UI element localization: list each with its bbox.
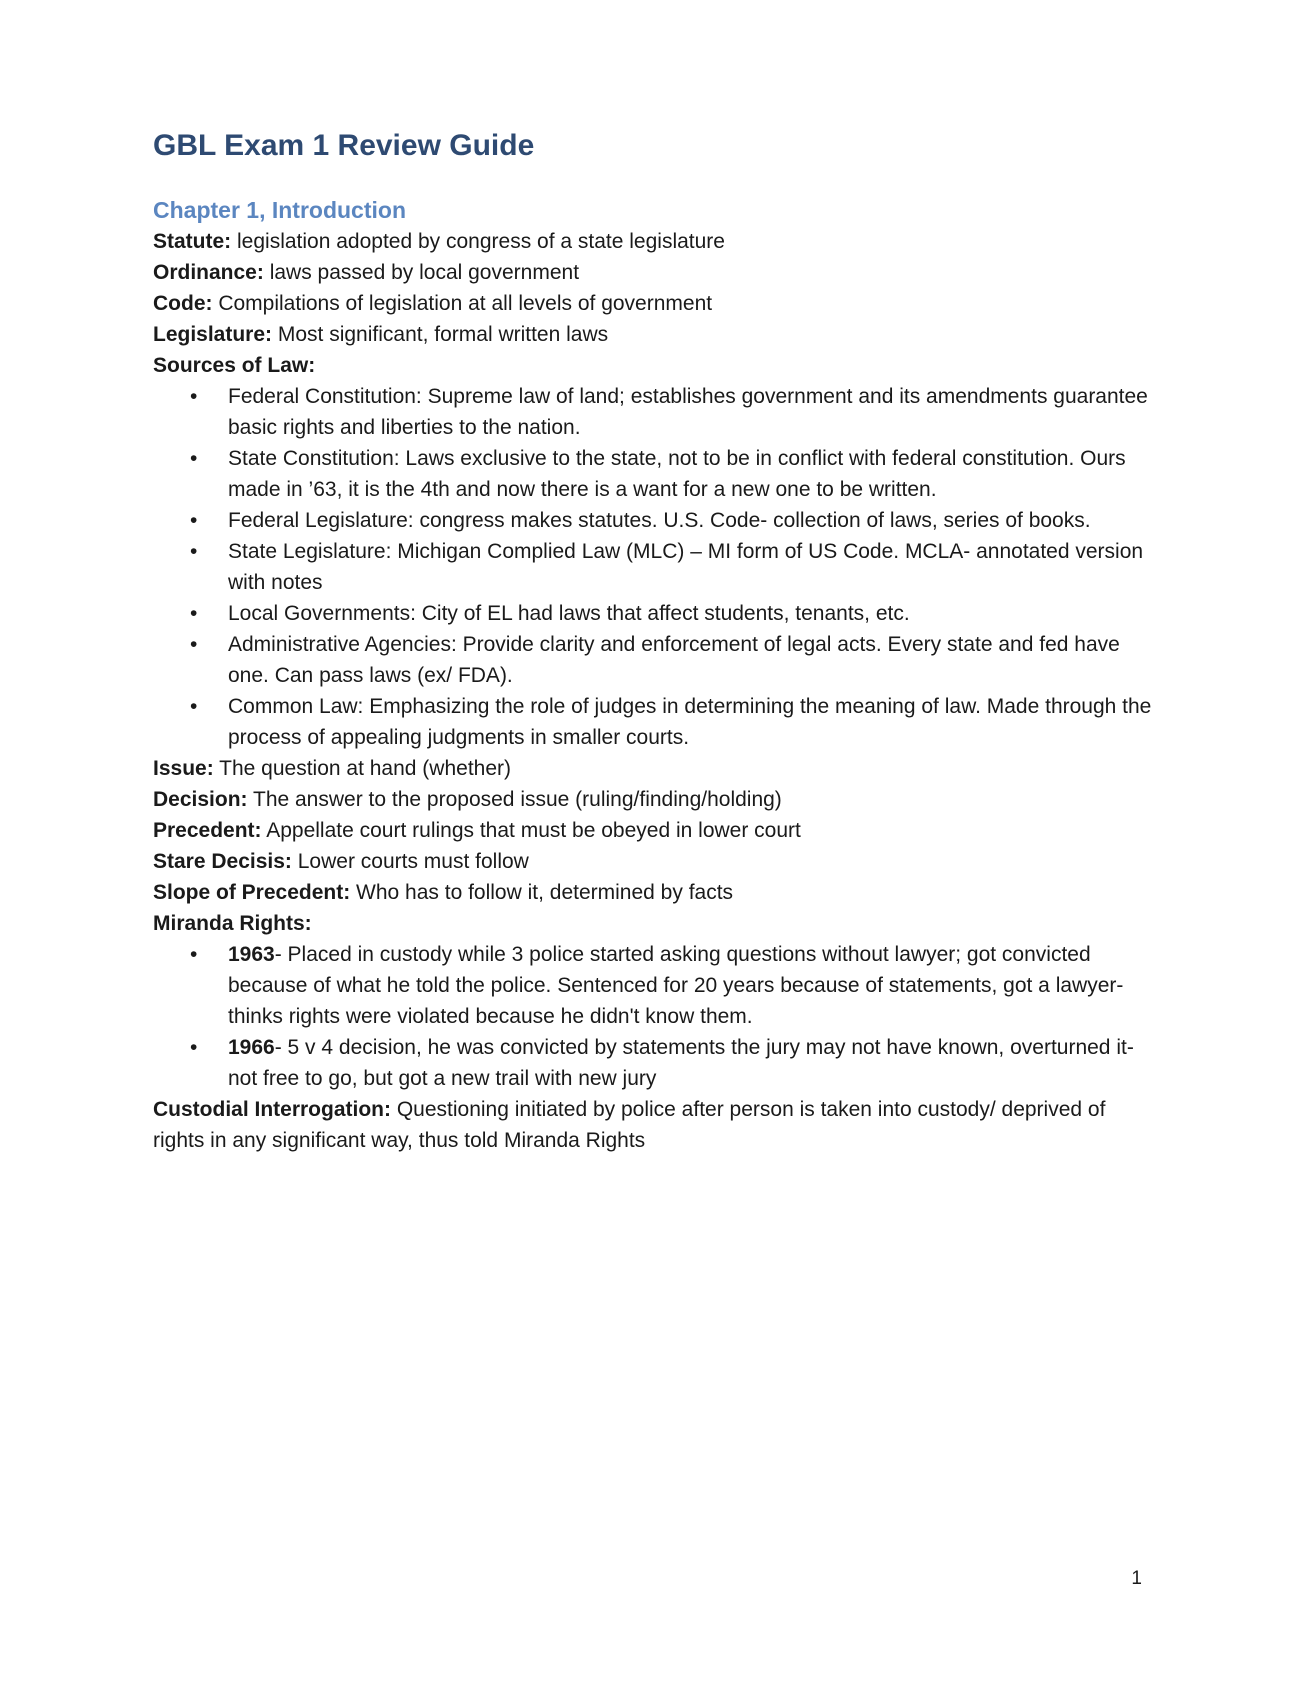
list-item-text: Administrative Agencies: Provide clarity and enforcement of legal acts. Every state and fed have one. Can pass laws (ex/ FDA). bbox=[228, 633, 1120, 687]
definition-slope-of-precedent bbox=[153, 877, 1153, 908]
definition-text: Compilations of legislation at all levels of government bbox=[212, 292, 713, 315]
definition-precedent bbox=[153, 815, 1153, 846]
definition-issue bbox=[153, 753, 1153, 784]
list-item bbox=[190, 1032, 1153, 1094]
definition-text: Who has to follow it, determined by facts bbox=[350, 881, 734, 904]
definition-ordinance bbox=[153, 257, 1153, 288]
sources-of-law-heading: Sources of Law: bbox=[153, 354, 316, 377]
list-item bbox=[190, 443, 1153, 505]
list-item-year: 1963 bbox=[228, 943, 275, 966]
bullet-icon: • bbox=[190, 509, 198, 532]
definition-text: Most significant, formal written laws bbox=[272, 323, 609, 346]
list-item-text: Local Governments: City of EL had laws that affect students, tenants, etc. bbox=[228, 602, 910, 625]
bullet-icon: • bbox=[190, 633, 198, 656]
definition-term: Statute: bbox=[153, 230, 232, 253]
page-number: 1 bbox=[1131, 1568, 1142, 1589]
definition-term: Precedent: bbox=[153, 819, 262, 842]
bullet-icon: • bbox=[190, 602, 198, 625]
list-item-text: Common Law: Emphasizing the role of judges in determining the meaning of law. Made through the process of appealing judgments in smaller courts. bbox=[228, 695, 1152, 749]
list-item-text: State Constitution: Laws exclusive to the state, not to be in conflict with federal constitution. Ours made in ’63, it is the 4th and now there is a want for a new one to be written. bbox=[228, 447, 1126, 501]
bullet-icon: • bbox=[190, 385, 198, 408]
definition-term: Ordinance: bbox=[153, 261, 264, 284]
bullet-icon: • bbox=[190, 695, 198, 718]
definition-text: Lower courts must follow bbox=[291, 850, 529, 873]
definition-term: Slope of Precedent: bbox=[153, 881, 351, 904]
definition-term: Decision: bbox=[153, 788, 248, 811]
definition-custodial-interrogation bbox=[153, 1094, 1153, 1156]
definition-stare-decisis bbox=[153, 846, 1153, 877]
definition-text: Appellate court rulings that must be obeyed in lower court bbox=[261, 819, 801, 842]
definition-decision bbox=[153, 784, 1153, 815]
list-item bbox=[190, 505, 1153, 536]
list-item-text: - Placed in custody while 3 police started asking questions without lawyer; got convicted because of what he told the police. Sentenced for 20 years because of statements, got a lawyer- thinks rights were violated because he didn't know them. bbox=[228, 943, 1124, 1028]
definition-statute bbox=[153, 226, 1153, 257]
definition-legislature bbox=[153, 319, 1153, 350]
list-item-text: - 5 v 4 decision, he was convicted by statements the jury may not have known, overturned it- not free to go, but got a new trail with new jury bbox=[228, 1036, 1134, 1090]
miranda-rights-heading: Miranda Rights: bbox=[153, 912, 312, 935]
list-item bbox=[190, 536, 1153, 598]
definition-term: Stare Decisis: bbox=[153, 850, 292, 873]
list-item-text: Federal Legislature: congress makes statutes. U.S. Code- collection of laws, series of books. bbox=[228, 509, 1091, 532]
miranda-rights-list bbox=[153, 939, 1153, 1094]
definition-term: Code: bbox=[153, 292, 213, 315]
list-item bbox=[190, 691, 1153, 753]
list-item-text: Federal Constitution: Supreme law of land; establishes government and its amendments guarantee basic rights and liberties to the nation. bbox=[228, 385, 1148, 439]
sources-of-law-list bbox=[153, 381, 1153, 753]
bullet-icon: • bbox=[190, 1036, 198, 1059]
definition-text: legislation adopted by congress of a state legislature bbox=[231, 230, 725, 253]
definition-code bbox=[153, 288, 1153, 319]
bullet-icon: • bbox=[190, 447, 198, 470]
list-item bbox=[190, 939, 1153, 1032]
definition-text: The answer to the proposed issue (ruling/finding/holding) bbox=[247, 788, 782, 811]
document-title: GBL Exam 1 Review Guide bbox=[153, 129, 535, 162]
bullet-icon: • bbox=[190, 943, 198, 966]
list-item bbox=[190, 629, 1153, 691]
list-item-year: 1966 bbox=[228, 1036, 275, 1059]
definition-term: Legislature: bbox=[153, 323, 273, 346]
chapter-heading: Chapter 1, Introduction bbox=[153, 197, 406, 223]
bullet-icon: • bbox=[190, 540, 198, 563]
definition-term: Custodial Interrogation: bbox=[153, 1098, 391, 1121]
document-body bbox=[153, 128, 1153, 1156]
list-item-text: State Legislature: Michigan Complied Law (MLC) – MI form of US Code. MCLA- annotated version with notes bbox=[228, 540, 1144, 594]
definition-text: laws passed by local government bbox=[263, 261, 580, 284]
definition-text: Questioning initiated by police after person is taken into custody/ deprived of rights in any significant way, thus told Miranda Rights bbox=[153, 1098, 1106, 1152]
definition-term: Issue: bbox=[153, 757, 214, 780]
definition-text: The question at hand (whether) bbox=[213, 757, 512, 780]
list-item bbox=[190, 598, 1153, 629]
list-item bbox=[190, 381, 1153, 443]
